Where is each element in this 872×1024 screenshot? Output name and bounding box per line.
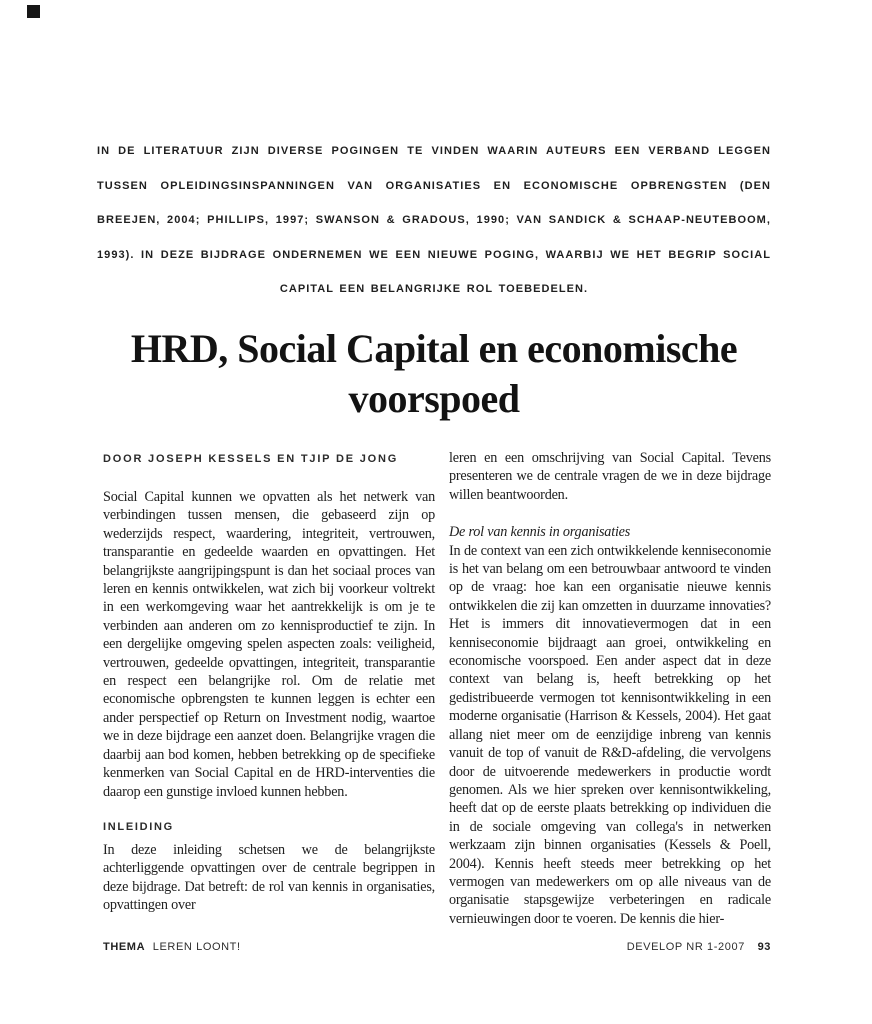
subheading-rol-van-kennis: De rol van kennis in organisaties [449, 524, 631, 541]
page-title: HRD, Social Capital en economische voorspoed [130, 325, 738, 421]
footer-theme [103, 941, 245, 953]
section-heading-inleiding: INLEIDING [103, 820, 174, 833]
footer-journal-info [627, 941, 771, 953]
left-column [103, 449, 435, 928]
corner-square-marker [27, 5, 40, 18]
body-paragraph: Social Capital kunnen we opvatten als het netwerk van verbindingen tussen mensen, die gebaseerd zijn op wederzijds respect, waardering, integriteit, vertrouwen, transparantie en gedeelde waarden en opvattingen. Het belangrijkste aangrijpingspunt is dan het sociaal proces van leren en kennis ontwikkelen, wat zich bij voorkeur voltrekt in een werkomgeving waar het aantrekkelijk is om je te verbinden aan anderen om zo kennisproductief te zijn. In een dergelijke omgeving spelen aspecten zoals: veiligheid, vertrouwen, gedeelde opvattingen, integriteit, transparantie en respect een belangrijke rol. Om de relatie met economische opbrengsten te kunnen leggen is echter een ander perspectief op Return on Investment nodig, waartoe we in deze bijdrage een aanzet doen. Belangrijke vragen die daarbij aan bod komen, hebben betrekking op de specifieke kenmerken van Social Capital en de HRD-interventies die daarop een gunstige invloed kunnen hebben. [103, 489, 435, 800]
byline: DOOR JOSEPH KESSELS EN TJIP DE JONG [103, 453, 399, 465]
article-body [103, 449, 771, 928]
body-paragraph: In de context van een zich ontwikkelende kenniseconomie is het van belang om een betrouwbaar antwoord te vinden op de vraag: hoe kan een organisatie nieuwe kennis ontwikkelen die zij kan omzetten in duurzame innovaties? Het is immers dit innovatievermogen dat in een kenniseconomie bijdraagt aan groei, ontwikkeling en economische voorspoed. Een ander aspect dat in deze context van belang is, heeft betrekking op het gedistribueerde vermogen tot kennisontwikkeling in een moderne organisatie (Harrison & Kessels, 2004). Het gaat allang niet meer om de eenzijdige inbreng van kennis vanuit de top of vanuit de R&D-afdeling, die vervolgens door de uitvoerende medewerkers in productie wordt genomen. Als we hier spreken over kennisontwikkeling, heeft dat op de eerste plaats betrekking op individuen die in de sociale omgeving van collega's in netwerken werkzaam zijn binnen organisaties (Kessels & Poell, 2004). Kennis heeft steeds meer betrekking op het vermogen van medewerkers om op alle niveaus van de organisatie stapsgewijze verbeteringen en radicale vernieuwingen door te voeren. De kennis die hier- [449, 542, 771, 927]
footer-page-number: 93 [757, 941, 771, 953]
page-footer [103, 941, 771, 953]
footer-theme-label: THEMA [103, 941, 146, 953]
footer-journal-name: DEVELOP NR 1-2007 [626, 941, 745, 953]
lead-abstract: IN DE LITERATUUR ZIJN DIVERSE POGINGEN TE VINDEN WAARIN AUTEURS EEN VERBAND LEGGEN TUSSEN OPLEIDINGSINSPANNINGEN VAN ORGANISATIES EN ECONOMISCHE OPBRENGSTEN (DEN BREEJEN, 2004; PHILLIPS, 1997; SWANSON & GRADOUS, 1990; VAN SANDICK & SCHAAP-NEUTEBOOM, 1993). IN DEZE BIJDRAGE ONDERNEMEN WE EEN NIEUWE POGING, WAARBIJ WE HET BEGRIP SOCIAL CAPITAL EEN BELANGRIJKE ROL TOEBEDELEN. [97, 145, 771, 295]
right-column [449, 449, 771, 928]
body-paragraph: In deze inleiding schetsen we de belangrijkste achterliggende opvattingen over de centrale begrippen in deze bijdrage. Dat betreft: de rol van kennis in organisaties, opvattingen over [103, 841, 435, 914]
footer-theme-text: LEREN LOONT! [152, 941, 241, 953]
body-paragraph: leren en een omschrijving van Social Capital. Tevens presenteren we de centrale vragen de we in deze bijdrage willen beantwoorden. [449, 450, 771, 503]
